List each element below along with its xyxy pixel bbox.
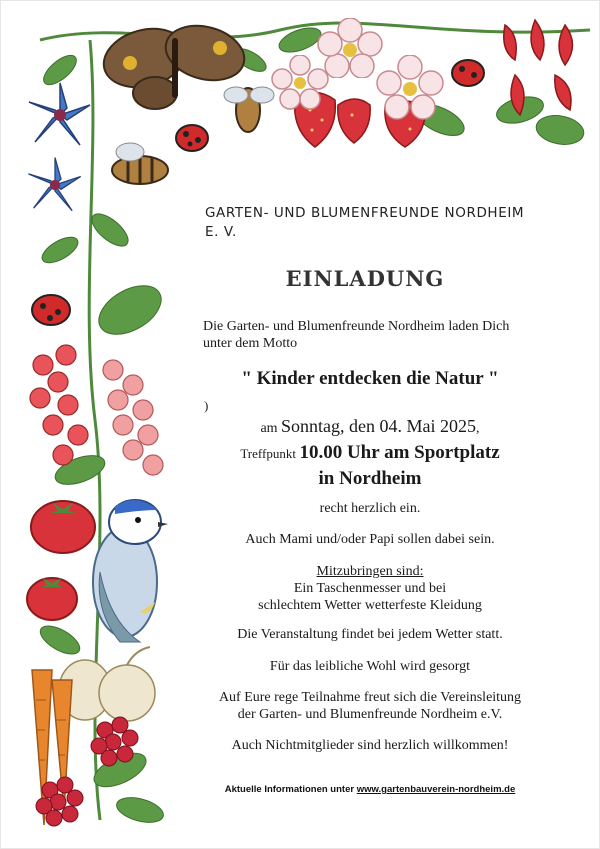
parents-note: Auch Mami und/oder Papi sollen dabei sein.: [245, 532, 495, 547]
bring-line1: Ein Taschenmesser und bei: [293, 581, 447, 596]
motto: " Kinder entdecken die Natur ": [241, 368, 499, 389]
club-name: [205, 204, 545, 242]
stray-paren: ): [204, 398, 209, 413]
ladybug-icon: [448, 55, 488, 89]
event-date: Sonntag, den 04. Mai 2025: [281, 416, 477, 436]
ladybug-icon: [172, 120, 212, 154]
bring-line2: schlechtem Wetter wetterfeste Kleidung: [258, 598, 482, 613]
footer-text: Aktuelle Informationen unter: [224, 784, 355, 795]
meet-town: in Nordheim: [318, 468, 422, 489]
date-suffix: ,: [476, 421, 480, 436]
bee-icon: [218, 70, 278, 140]
closing-line1: Auf Eure rege Teilnahme freut sich die Vereinsleitung: [218, 690, 522, 705]
club-name-line1: GARTEN- UND BLUMENFREUNDE NORDHEIM: [205, 205, 525, 221]
weather-note: Die Veranstaltung findet bei jedem Wetter statt.: [237, 627, 503, 642]
club-name-line2: E. V.: [205, 224, 237, 240]
intro-line2: unter dem Motto: [203, 336, 298, 351]
raspberry-icon: [85, 710, 145, 770]
greeting: recht herzlich ein.: [319, 501, 421, 516]
bluetit-bird-icon: [80, 492, 170, 652]
closing-line2: der Garten- und Blumenfreunde Nordheim e.V.: [237, 707, 503, 722]
date-prefix: am: [260, 421, 278, 436]
intro-line1: Die Garten- und Blumenfreunde Nordheim laden Dich: [203, 319, 510, 334]
currant-icon: [28, 340, 168, 485]
bring-section: [190, 563, 550, 614]
event-date-block: [190, 414, 550, 491]
meet-time-place: 10.00 Uhr am Sportplatz: [299, 442, 500, 463]
flower-icon: [270, 55, 330, 110]
meet-label: Treffpunkt: [240, 446, 296, 461]
intro-text: [203, 318, 533, 352]
nonmembers-note: Auch Nichtmitglieder sind herzlich willkommen!: [231, 738, 509, 753]
footer-info: [200, 784, 540, 795]
raspberry-icon: [30, 770, 90, 830]
ladybug-icon: [28, 290, 74, 328]
bee-icon: [100, 138, 180, 198]
closing-text: [190, 689, 550, 723]
cornflower-icon: [25, 155, 85, 215]
bring-heading: Mitzubringen sind:: [316, 564, 424, 579]
invitation-title: EINLADUNG: [285, 266, 445, 291]
food-note: Für das leibliche Wohl wird gesorgt: [269, 659, 471, 674]
flower-icon: [375, 55, 445, 120]
cornflower-icon: [25, 80, 95, 150]
website-link[interactable]: www.gartenbauverein-nordheim.de: [356, 784, 516, 795]
flower-icon: [485, 15, 595, 125]
tomato-icon: [25, 572, 80, 622]
